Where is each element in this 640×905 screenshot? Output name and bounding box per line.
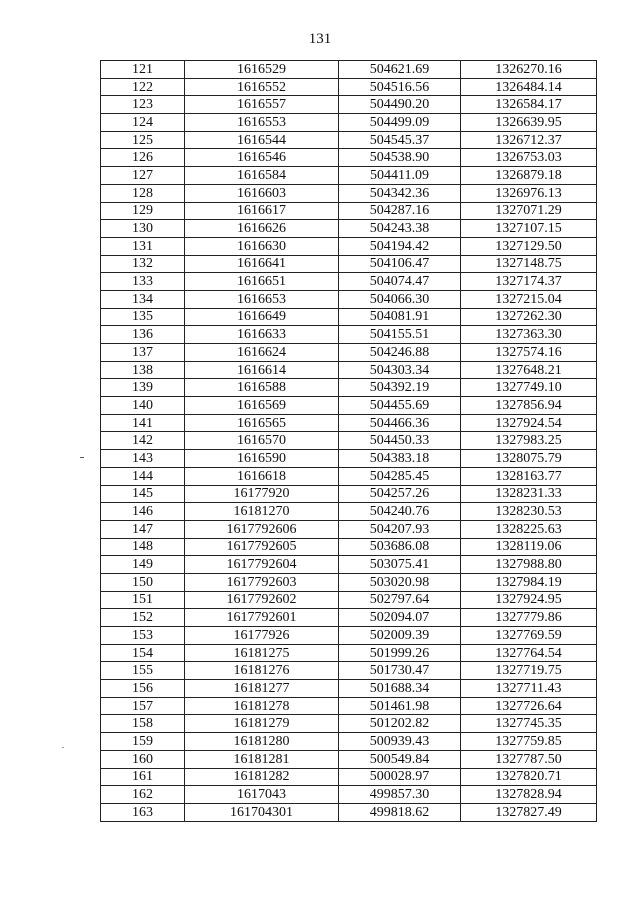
y-coordinate-cell: 1326976.13 — [461, 184, 597, 202]
y-coordinate-cell: 1326879.18 — [461, 167, 597, 185]
y-coordinate-cell: 1327769.59 — [461, 627, 597, 645]
x-coordinate-cell: 500549.84 — [339, 750, 461, 768]
y-coordinate-cell: 1326639.95 — [461, 114, 597, 132]
table-row — [101, 591, 597, 609]
x-coordinate-cell: 504285.45 — [339, 467, 461, 485]
row-number-cell: 144 — [101, 467, 185, 485]
table-row — [101, 326, 597, 344]
row-number-cell: 121 — [101, 61, 185, 79]
y-coordinate-cell: 1327648.21 — [461, 361, 597, 379]
point-code-cell: 16177926 — [185, 627, 339, 645]
x-coordinate-cell: 504074.47 — [339, 273, 461, 291]
x-coordinate-cell: 504450.33 — [339, 432, 461, 450]
y-coordinate-cell: 1327711.43 — [461, 680, 597, 698]
point-code-cell: 1616588 — [185, 379, 339, 397]
point-code-cell: 1616569 — [185, 397, 339, 415]
row-number-cell: 135 — [101, 308, 185, 326]
row-number-cell: 129 — [101, 202, 185, 220]
y-coordinate-cell: 1328075.79 — [461, 450, 597, 468]
row-number-cell: 123 — [101, 96, 185, 114]
point-code-cell: 1617792604 — [185, 556, 339, 574]
x-coordinate-cell: 504155.51 — [339, 326, 461, 344]
x-coordinate-cell: 504342.36 — [339, 184, 461, 202]
row-number-cell: 161 — [101, 768, 185, 786]
table-row — [101, 290, 597, 308]
table-row — [101, 96, 597, 114]
point-code-cell: 1616546 — [185, 149, 339, 167]
coordinates-table — [100, 60, 597, 822]
table-row — [101, 432, 597, 450]
table-row — [101, 573, 597, 591]
y-coordinate-cell: 1326712.37 — [461, 131, 597, 149]
point-code-cell: 1617792602 — [185, 591, 339, 609]
x-coordinate-cell: 500939.43 — [339, 733, 461, 751]
point-code-cell: 1616641 — [185, 255, 339, 273]
row-number-cell: 150 — [101, 573, 185, 591]
table-row — [101, 237, 597, 255]
table-row — [101, 379, 597, 397]
y-coordinate-cell: 1327262.30 — [461, 308, 597, 326]
y-coordinate-cell: 1327924.54 — [461, 414, 597, 432]
x-coordinate-cell: 501999.26 — [339, 644, 461, 662]
row-number-cell: 139 — [101, 379, 185, 397]
table-row — [101, 131, 597, 149]
x-coordinate-cell: 502094.07 — [339, 609, 461, 627]
row-number-cell: 126 — [101, 149, 185, 167]
table-row — [101, 361, 597, 379]
point-code-cell: 16181277 — [185, 680, 339, 698]
x-coordinate-cell: 501730.47 — [339, 662, 461, 680]
y-coordinate-cell: 1327924.95 — [461, 591, 597, 609]
y-coordinate-cell: 1327574.16 — [461, 344, 597, 362]
row-number-cell: 148 — [101, 538, 185, 556]
point-code-cell: 1617043 — [185, 786, 339, 804]
y-coordinate-cell: 1327215.04 — [461, 290, 597, 308]
row-number-cell: 156 — [101, 680, 185, 698]
row-number-cell: 154 — [101, 644, 185, 662]
x-coordinate-cell: 504499.09 — [339, 114, 461, 132]
x-coordinate-cell: 499857.30 — [339, 786, 461, 804]
table-row — [101, 149, 597, 167]
point-code-cell: 1616603 — [185, 184, 339, 202]
row-number-cell: 136 — [101, 326, 185, 344]
table-row — [101, 344, 597, 362]
x-coordinate-cell: 504303.34 — [339, 361, 461, 379]
table-row — [101, 520, 597, 538]
row-number-cell: 159 — [101, 733, 185, 751]
row-number-cell: 132 — [101, 255, 185, 273]
row-number-cell: 153 — [101, 627, 185, 645]
table-row — [101, 715, 597, 733]
table-body — [101, 61, 597, 822]
row-number-cell: 157 — [101, 697, 185, 715]
row-number-cell: 163 — [101, 803, 185, 821]
point-code-cell: 1616590 — [185, 450, 339, 468]
point-code-cell: 1617792605 — [185, 538, 339, 556]
row-number-cell: 140 — [101, 397, 185, 415]
table-row — [101, 609, 597, 627]
x-coordinate-cell: 502009.39 — [339, 627, 461, 645]
table-row — [101, 273, 597, 291]
y-coordinate-cell: 1327779.86 — [461, 609, 597, 627]
row-number-cell: 133 — [101, 273, 185, 291]
margin-mark — [80, 457, 84, 458]
x-coordinate-cell: 504411.09 — [339, 167, 461, 185]
x-coordinate-cell: 504287.16 — [339, 202, 461, 220]
table-row — [101, 786, 597, 804]
point-code-cell: 1616553 — [185, 114, 339, 132]
table-row — [101, 733, 597, 751]
point-code-cell: 1616633 — [185, 326, 339, 344]
y-coordinate-cell: 1327745.35 — [461, 715, 597, 733]
y-coordinate-cell: 1328119.06 — [461, 538, 597, 556]
x-coordinate-cell: 504466.36 — [339, 414, 461, 432]
table-row — [101, 538, 597, 556]
row-number-cell: 141 — [101, 414, 185, 432]
row-number-cell: 151 — [101, 591, 185, 609]
y-coordinate-cell: 1327749.10 — [461, 379, 597, 397]
x-coordinate-cell: 504106.47 — [339, 255, 461, 273]
point-code-cell: 1616651 — [185, 273, 339, 291]
row-number-cell: 130 — [101, 220, 185, 238]
y-coordinate-cell: 1327984.19 — [461, 573, 597, 591]
table-row — [101, 697, 597, 715]
y-coordinate-cell: 1327719.75 — [461, 662, 597, 680]
x-coordinate-cell: 501202.82 — [339, 715, 461, 733]
point-code-cell: 1616552 — [185, 78, 339, 96]
table-row — [101, 255, 597, 273]
row-number-cell: 155 — [101, 662, 185, 680]
point-code-cell: 1617792601 — [185, 609, 339, 627]
point-code-cell: 1616584 — [185, 167, 339, 185]
x-coordinate-cell: 501688.34 — [339, 680, 461, 698]
point-code-cell: 1616570 — [185, 432, 339, 450]
y-coordinate-cell: 1326753.03 — [461, 149, 597, 167]
x-coordinate-cell: 504240.76 — [339, 503, 461, 521]
point-code-cell: 16181276 — [185, 662, 339, 680]
x-coordinate-cell: 504194.42 — [339, 237, 461, 255]
y-coordinate-cell: 1327107.15 — [461, 220, 597, 238]
row-number-cell: 138 — [101, 361, 185, 379]
table-row — [101, 220, 597, 238]
table-row — [101, 485, 597, 503]
table-row — [101, 467, 597, 485]
y-coordinate-cell: 1327363.30 — [461, 326, 597, 344]
y-coordinate-cell: 1327820.71 — [461, 768, 597, 786]
point-code-cell: 1616565 — [185, 414, 339, 432]
table-row — [101, 680, 597, 698]
point-code-cell: 16181282 — [185, 768, 339, 786]
y-coordinate-cell: 1327174.37 — [461, 273, 597, 291]
table-row — [101, 803, 597, 821]
x-coordinate-cell: 504081.91 — [339, 308, 461, 326]
row-number-cell: 142 — [101, 432, 185, 450]
y-coordinate-cell: 1327764.54 — [461, 644, 597, 662]
point-code-cell: 1616626 — [185, 220, 339, 238]
x-coordinate-cell: 501461.98 — [339, 697, 461, 715]
row-number-cell: 145 — [101, 485, 185, 503]
x-coordinate-cell: 503075.41 — [339, 556, 461, 574]
table-row — [101, 662, 597, 680]
row-number-cell: 134 — [101, 290, 185, 308]
point-code-cell: 1616614 — [185, 361, 339, 379]
y-coordinate-cell: 1328163.77 — [461, 467, 597, 485]
margin-dot — [62, 747, 64, 748]
y-coordinate-cell: 1327827.49 — [461, 803, 597, 821]
y-coordinate-cell: 1327983.25 — [461, 432, 597, 450]
table-row — [101, 78, 597, 96]
row-number-cell: 162 — [101, 786, 185, 804]
point-code-cell: 1616618 — [185, 467, 339, 485]
table-row — [101, 114, 597, 132]
y-coordinate-cell: 1327787.50 — [461, 750, 597, 768]
y-coordinate-cell: 1326270.16 — [461, 61, 597, 79]
x-coordinate-cell: 504455.69 — [339, 397, 461, 415]
point-code-cell: 16181270 — [185, 503, 339, 521]
table-row — [101, 397, 597, 415]
table-row — [101, 202, 597, 220]
x-coordinate-cell: 502797.64 — [339, 591, 461, 609]
row-number-cell: 147 — [101, 520, 185, 538]
row-number-cell: 125 — [101, 131, 185, 149]
table-row — [101, 627, 597, 645]
page-number: 131 — [308, 31, 332, 47]
row-number-cell: 149 — [101, 556, 185, 574]
row-number-cell: 160 — [101, 750, 185, 768]
x-coordinate-cell: 504516.56 — [339, 78, 461, 96]
y-coordinate-cell: 1326484.14 — [461, 78, 597, 96]
table-row — [101, 768, 597, 786]
x-coordinate-cell: 500028.97 — [339, 768, 461, 786]
x-coordinate-cell: 504383.18 — [339, 450, 461, 468]
row-number-cell: 143 — [101, 450, 185, 468]
x-coordinate-cell: 499818.62 — [339, 803, 461, 821]
table-row — [101, 644, 597, 662]
row-number-cell: 146 — [101, 503, 185, 521]
x-coordinate-cell: 504066.30 — [339, 290, 461, 308]
y-coordinate-cell: 1327828.94 — [461, 786, 597, 804]
x-coordinate-cell: 504246.88 — [339, 344, 461, 362]
y-coordinate-cell: 1327856.94 — [461, 397, 597, 415]
x-coordinate-cell: 504545.37 — [339, 131, 461, 149]
y-coordinate-cell: 1328225.63 — [461, 520, 597, 538]
x-coordinate-cell: 503686.08 — [339, 538, 461, 556]
table-row — [101, 450, 597, 468]
y-coordinate-cell: 1328231.33 — [461, 485, 597, 503]
x-coordinate-cell: 504621.69 — [339, 61, 461, 79]
table-row — [101, 308, 597, 326]
table-row — [101, 414, 597, 432]
point-code-cell: 1616630 — [185, 237, 339, 255]
y-coordinate-cell: 1327129.50 — [461, 237, 597, 255]
row-number-cell: 124 — [101, 114, 185, 132]
point-code-cell: 16181281 — [185, 750, 339, 768]
y-coordinate-cell: 1326584.17 — [461, 96, 597, 114]
point-code-cell: 16181275 — [185, 644, 339, 662]
point-code-cell: 1616617 — [185, 202, 339, 220]
y-coordinate-cell: 1328230.53 — [461, 503, 597, 521]
row-number-cell: 152 — [101, 609, 185, 627]
x-coordinate-cell: 503020.98 — [339, 573, 461, 591]
x-coordinate-cell: 504490.20 — [339, 96, 461, 114]
x-coordinate-cell: 504538.90 — [339, 149, 461, 167]
x-coordinate-cell: 504392.19 — [339, 379, 461, 397]
y-coordinate-cell: 1327071.29 — [461, 202, 597, 220]
y-coordinate-cell: 1327726.64 — [461, 697, 597, 715]
row-number-cell: 127 — [101, 167, 185, 185]
row-number-cell: 122 — [101, 78, 185, 96]
y-coordinate-cell: 1327759.85 — [461, 733, 597, 751]
x-coordinate-cell: 504257.26 — [339, 485, 461, 503]
point-code-cell: 1616557 — [185, 96, 339, 114]
point-code-cell: 16181279 — [185, 715, 339, 733]
table-row — [101, 167, 597, 185]
table-row — [101, 556, 597, 574]
point-code-cell: 1616653 — [185, 290, 339, 308]
table-row — [101, 503, 597, 521]
y-coordinate-cell: 1327988.80 — [461, 556, 597, 574]
point-code-cell: 1616649 — [185, 308, 339, 326]
row-number-cell: 128 — [101, 184, 185, 202]
point-code-cell: 161704301 — [185, 803, 339, 821]
point-code-cell: 16177920 — [185, 485, 339, 503]
point-code-cell: 1616624 — [185, 344, 339, 362]
x-coordinate-cell: 504207.93 — [339, 520, 461, 538]
row-number-cell: 131 — [101, 237, 185, 255]
table-row — [101, 184, 597, 202]
row-number-cell: 137 — [101, 344, 185, 362]
row-number-cell: 158 — [101, 715, 185, 733]
point-code-cell: 1616529 — [185, 61, 339, 79]
point-code-cell: 1616544 — [185, 131, 339, 149]
point-code-cell: 16181280 — [185, 733, 339, 751]
point-code-cell: 1617792603 — [185, 573, 339, 591]
point-code-cell: 16181278 — [185, 697, 339, 715]
y-coordinate-cell: 1327148.75 — [461, 255, 597, 273]
table-row — [101, 750, 597, 768]
point-code-cell: 1617792606 — [185, 520, 339, 538]
x-coordinate-cell: 504243.38 — [339, 220, 461, 238]
table-row — [101, 61, 597, 79]
